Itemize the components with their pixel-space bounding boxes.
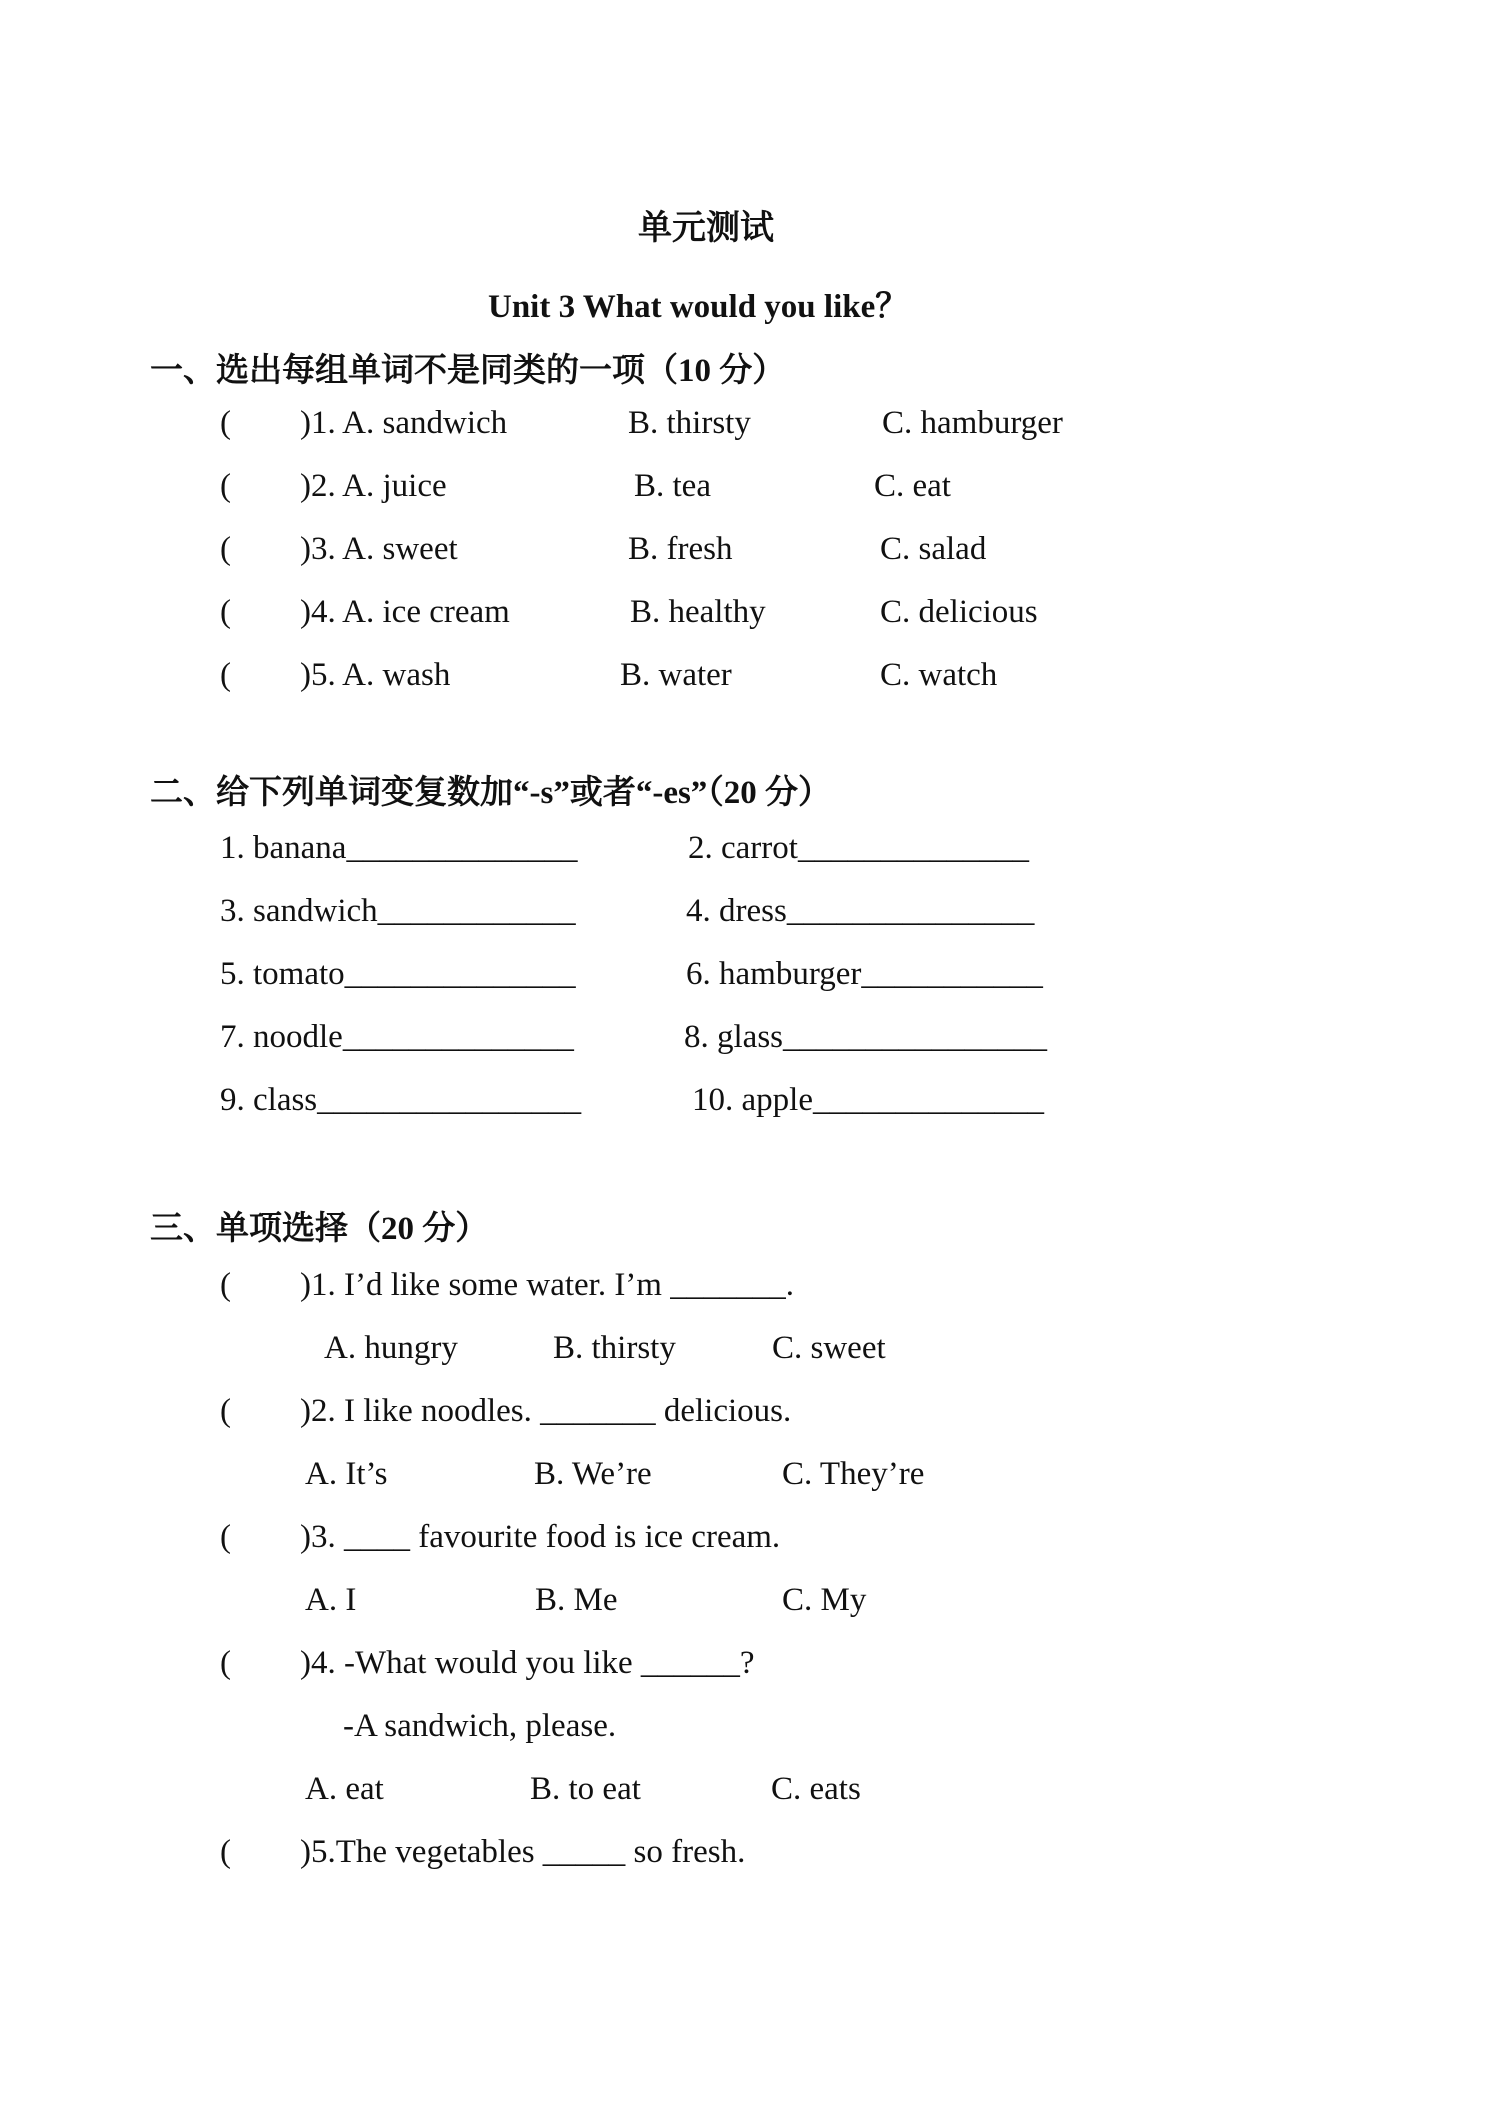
answer-paren[interactable]: ( <box>220 531 231 567</box>
answer-paren[interactable]: ( <box>220 1519 231 1555</box>
page-title: 单元测试 <box>638 210 774 247</box>
option-c: C. eats <box>771 1771 861 1807</box>
fill-blank-item[interactable]: 10. apple______________ <box>692 1082 1044 1118</box>
answer-paren[interactable]: ( <box>220 468 231 504</box>
question-stem: )5.The vegetables _____ so fresh. <box>300 1834 746 1870</box>
answer-paren[interactable]: ( <box>220 405 231 441</box>
fill-blank-item[interactable]: 5. tomato______________ <box>220 956 576 992</box>
fill-blank-item[interactable]: 4. dress_______________ <box>686 893 1035 929</box>
option-b: B. thirsty <box>553 1330 676 1366</box>
answer-paren[interactable]: ( <box>220 657 231 693</box>
question-stem: )2. A. juice <box>300 468 447 504</box>
fill-blank-item[interactable]: 2. carrot______________ <box>688 830 1029 866</box>
question-stem: )4. -What would you like ______? <box>300 1645 755 1681</box>
answer-paren[interactable]: ( <box>220 1834 231 1870</box>
option-a: A. It’s <box>305 1456 388 1492</box>
question-stem: )5. A. wash <box>300 657 451 693</box>
option-c: C. hamburger <box>882 405 1063 441</box>
answer-paren[interactable]: ( <box>220 1645 231 1681</box>
option-b: B. healthy <box>630 594 766 630</box>
question-stem: )3. ____ favourite food is ice cream. <box>300 1519 781 1555</box>
option-a: A. I <box>305 1582 357 1618</box>
fill-blank-item[interactable]: 7. noodle______________ <box>220 1019 574 1055</box>
option-b: B. We’re <box>534 1456 652 1492</box>
option-b: B. to eat <box>530 1771 641 1807</box>
question-stem: )4. A. ice cream <box>300 594 510 630</box>
option-c: C. sweet <box>772 1330 886 1366</box>
fill-blank-item[interactable]: 3. sandwich____________ <box>220 893 576 929</box>
question-stem: )2. I like noodles. _______ delicious. <box>300 1393 792 1429</box>
option-b: B. fresh <box>628 531 733 567</box>
option-a: A. hungry <box>324 1330 458 1366</box>
dialogue-answer: -A sandwich, please. <box>343 1708 617 1744</box>
option-b: B. thirsty <box>628 405 751 441</box>
option-b: B. water <box>620 657 732 693</box>
question-stem: )1. A. sandwich <box>300 405 508 441</box>
fill-blank-item[interactable]: 1. banana______________ <box>220 830 578 866</box>
option-b: B. tea <box>634 468 711 504</box>
answer-paren[interactable]: ( <box>220 1267 231 1303</box>
unit-title: Unit 3 What would you like？ <box>488 289 909 325</box>
option-a: A. eat <box>305 1771 384 1807</box>
option-b: B. Me <box>535 1582 618 1618</box>
question-stem: )1. I’d like some water. I’m _______. <box>300 1267 794 1303</box>
option-c: C. My <box>782 1582 867 1618</box>
option-c: C. salad <box>880 531 987 567</box>
fill-blank-item[interactable]: 9. class________________ <box>220 1082 582 1118</box>
answer-paren[interactable]: ( <box>220 1393 231 1429</box>
section3-heading: 三、单项选择（20 分） <box>150 1211 489 1247</box>
fill-blank-item[interactable]: 6. hamburger___________ <box>686 956 1043 992</box>
section2-heading: 二、给下列单词变复数加“-s”或者“-es”（20 分） <box>150 775 832 811</box>
option-c: C. They’re <box>782 1456 925 1492</box>
question-stem: )3. A. sweet <box>300 531 458 567</box>
option-c: C. watch <box>880 657 998 693</box>
option-c: C. eat <box>874 468 951 504</box>
answer-paren[interactable]: ( <box>220 594 231 630</box>
fill-blank-item[interactable]: 8. glass________________ <box>684 1019 1047 1055</box>
option-c: C. delicious <box>880 594 1038 630</box>
section1-heading: 一、选出每组单词不是同类的一项（10 分） <box>150 353 786 389</box>
